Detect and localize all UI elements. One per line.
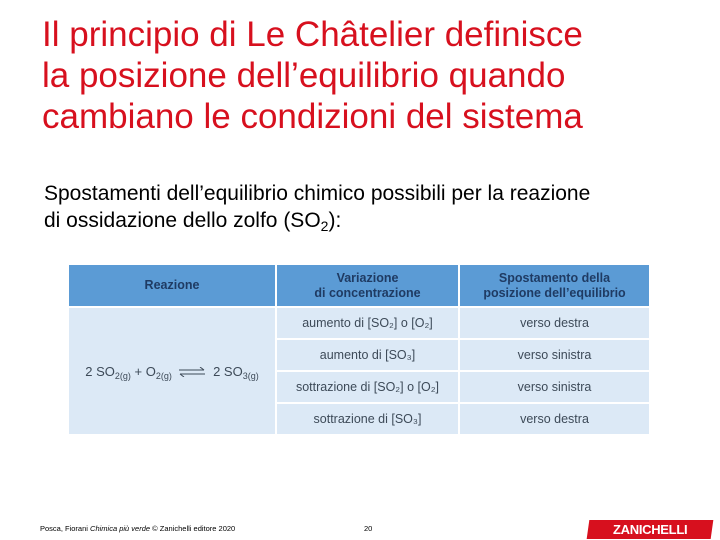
header-reazione: Reazione xyxy=(69,265,276,307)
title-line-3: cambiano le condizioni del sistema xyxy=(42,97,583,136)
title-line-1: Il principio di Le Châtelier definisce xyxy=(42,15,583,54)
footer-credits xyxy=(40,524,235,533)
title-line-2: la posizione dell’equilibrio quando xyxy=(42,56,566,95)
shift-cell: verso sinistra xyxy=(459,339,649,371)
equilibrium-table xyxy=(69,265,649,434)
slide-title xyxy=(42,14,702,137)
change-cell: sottrazione di [SO₃] xyxy=(276,403,459,434)
header-spostamento: Spostamento della posizione dell’equilibrio xyxy=(459,265,649,307)
change-cell: aumento di [SO₂] o [O₂] xyxy=(276,307,459,339)
subtitle-subscript: 2 xyxy=(320,218,329,234)
table-row xyxy=(69,307,649,339)
shift-cell: verso sinistra xyxy=(459,371,649,403)
subtitle-line-1: Spostamenti dell’equilibrio chimico possibili per la reazione xyxy=(44,182,591,205)
change-cell: sottrazione di [SO₂] o [O₂] xyxy=(276,371,459,403)
footer-authors: Posca, Fiorani xyxy=(40,524,91,533)
footer-publisher: © Zanichelli editore 2020 xyxy=(150,524,236,533)
page-number: 20 xyxy=(364,524,373,533)
subtitle-line-2 xyxy=(44,207,694,234)
slide-subtitle xyxy=(44,180,694,234)
logo-text: ZANICHELLI xyxy=(612,522,688,537)
shift-cell: verso destra xyxy=(459,307,649,339)
zanichelli-logo xyxy=(587,520,714,539)
table-header-row xyxy=(69,265,649,307)
header-variazione: Variazione di concentrazione xyxy=(276,265,459,307)
footer-book-title: Chimica più verde xyxy=(90,524,151,533)
change-cell: aumento di [SO₃] xyxy=(276,339,459,371)
reaction-cell: 2 $SO_{2(g)} + O_{2(g)}$ 2 $SO_{3(g)}$ xyxy=(69,307,276,434)
equilibrium-arrow-icon xyxy=(178,367,206,377)
subtitle-line-2-prefix: di ossidazione dello zolfo (SO xyxy=(44,209,321,232)
shift-cell: verso destra xyxy=(459,403,649,434)
subtitle-line-2-suffix: ): xyxy=(328,209,342,232)
